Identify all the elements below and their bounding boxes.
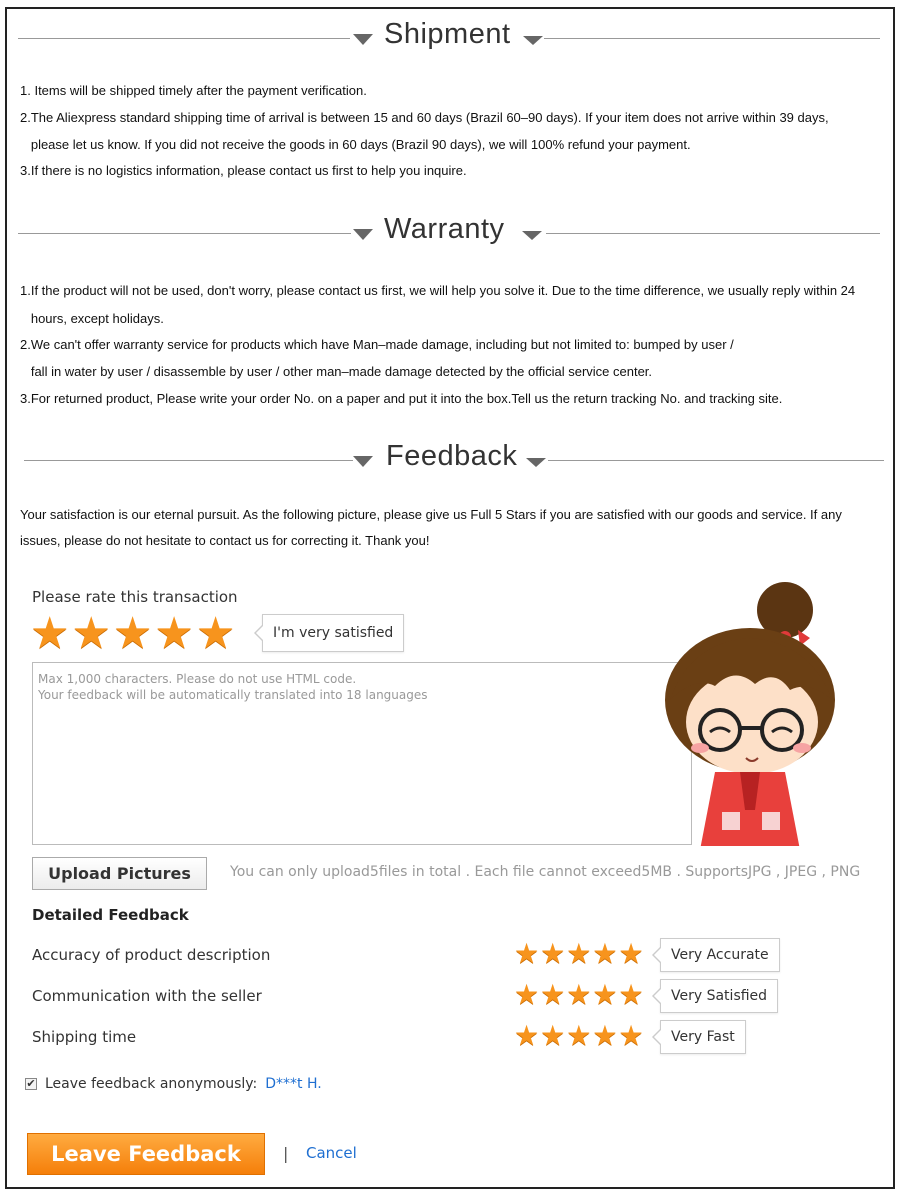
star-icon[interactable]: ★ [71, 609, 111, 658]
detail-rating-stars[interactable] [514, 937, 644, 970]
rate-label: Please rate this transaction [32, 588, 238, 606]
star-icon[interactable]: ★ [566, 978, 592, 1011]
detail-label: Communication with the seller [32, 987, 262, 1005]
star-icon[interactable]: ★ [566, 937, 592, 970]
cartoon-girl-image [660, 580, 840, 860]
textarea-placeholder: Your feedback will be automatically translated into 18 languages [38, 688, 428, 702]
anonymous-feedback-option[interactable] [25, 1076, 322, 1092]
star-icon[interactable]: ★ [30, 609, 70, 658]
triangle-down-icon [353, 456, 373, 467]
detail-rating-text: Very Fast [660, 1020, 746, 1054]
warranty-line-4: fall in water by user / disassemble by user / other man–made damage detected by the official service center. [20, 364, 653, 379]
warranty-line-3: 2.We can't offer warranty service for products which have Man–made damage, including but not limited to: bumped by user / [20, 337, 734, 352]
anonymous-label: Leave feedback anonymously: [45, 1076, 258, 1092]
triangle-down-icon [522, 231, 542, 240]
section-title: Shipment [384, 18, 511, 50]
star-icon[interactable]: ★ [540, 937, 566, 970]
upload-pictures-button[interactable]: Upload Pictures [32, 857, 207, 890]
star-icon[interactable]: ★ [592, 978, 618, 1011]
section-title: Feedback [386, 440, 518, 472]
section-title: Warranty [384, 213, 505, 245]
triangle-down-icon [353, 229, 373, 240]
cancel-link[interactable]: Cancel [306, 1144, 357, 1162]
section-header-warranty [18, 213, 884, 253]
feedback-line-1: Your satisfaction is our eternal pursuit. As the following picture, please give us Full 5 Stars if you are satisfied with our goods and service. If any [20, 507, 842, 522]
warranty-line-5: 3.For returned product, Please write your order No. on a paper and put it into the box.Tell us the return tracking No. and tracking site. [20, 391, 783, 406]
detail-label: Accuracy of product description [32, 946, 271, 964]
textarea-placeholder: Max 1,000 characters. Please do not use HTML code. [38, 672, 357, 686]
shipment-line-1: 1. Items will be shipped timely after the payment verification. [20, 83, 367, 98]
star-icon[interactable]: ★ [592, 1019, 618, 1052]
star-icon[interactable]: ★ [540, 978, 566, 1011]
detail-rating-stars[interactable] [514, 978, 644, 1011]
warranty-line-1: 1.If the product will not be used, don't worry, please contact us first, we will help you solve it. Due to the time difference, we usually reply within 24 [20, 283, 856, 298]
detail-rating-stars[interactable] [514, 1019, 644, 1052]
star-icon[interactable]: ★ [540, 1019, 566, 1052]
star-icon[interactable]: ★ [154, 609, 194, 658]
detail-label: Shipping time [32, 1028, 137, 1046]
section-header-shipment [18, 18, 884, 58]
triangle-down-icon [353, 34, 373, 45]
star-icon[interactable]: ★ [514, 937, 540, 970]
star-icon[interactable]: ★ [618, 978, 644, 1011]
anonymous-name: D***t H. [265, 1076, 322, 1092]
separator: | [283, 1144, 289, 1163]
shipment-line-4: 3.If there is no logistics information, please contact us first to help you inquire. [20, 163, 467, 178]
feedback-textarea[interactable] [32, 662, 692, 845]
star-icon[interactable]: ★ [195, 609, 236, 658]
anonymous-checkbox[interactable]: ✔ [26, 1077, 36, 1090]
overall-rating-stars[interactable] [30, 609, 236, 658]
star-icon[interactable]: ★ [618, 1019, 644, 1052]
detail-row-communication [32, 979, 832, 1013]
feedback-line-2: issues, please do not hesitate to contact us for correcting it. Thank you! [20, 533, 430, 548]
leave-feedback-button[interactable]: Leave Feedback [27, 1133, 265, 1175]
star-icon[interactable]: ★ [618, 937, 644, 970]
shipment-line-2: 2.The Aliexpress standard shipping time of arrival is between 15 and 60 days (Brazil 60–90 days). If your item does not arrive within 39 days, [20, 110, 829, 125]
triangle-down-icon [523, 36, 543, 45]
detail-row-accuracy [32, 938, 832, 972]
detail-rating-text: Very Satisfied [660, 979, 778, 1013]
star-icon[interactable]: ★ [566, 1019, 592, 1052]
detail-row-shipping [32, 1020, 832, 1054]
overall-rating-text: I'm very satisfied [262, 614, 404, 652]
triangle-down-icon [526, 458, 546, 467]
warranty-line-2: hours, except holidays. [20, 311, 164, 326]
star-icon[interactable]: ★ [592, 937, 618, 970]
detailed-feedback-title: Detailed Feedback [32, 906, 189, 924]
star-icon[interactable]: ★ [514, 1019, 540, 1052]
section-header-feedback [18, 440, 884, 480]
star-icon[interactable]: ★ [514, 978, 540, 1011]
shipment-line-3: please let us know. If you did not receive the goods in 60 days (Brazil 90 days), we will 100% refund your payment. [20, 137, 691, 152]
upload-note: You can only upload5files in total . Each file cannot exceed5MB . SupportsJPG , JPEG , PNG [230, 864, 861, 880]
star-icon[interactable]: ★ [112, 609, 153, 658]
detail-rating-text: Very Accurate [660, 938, 780, 972]
